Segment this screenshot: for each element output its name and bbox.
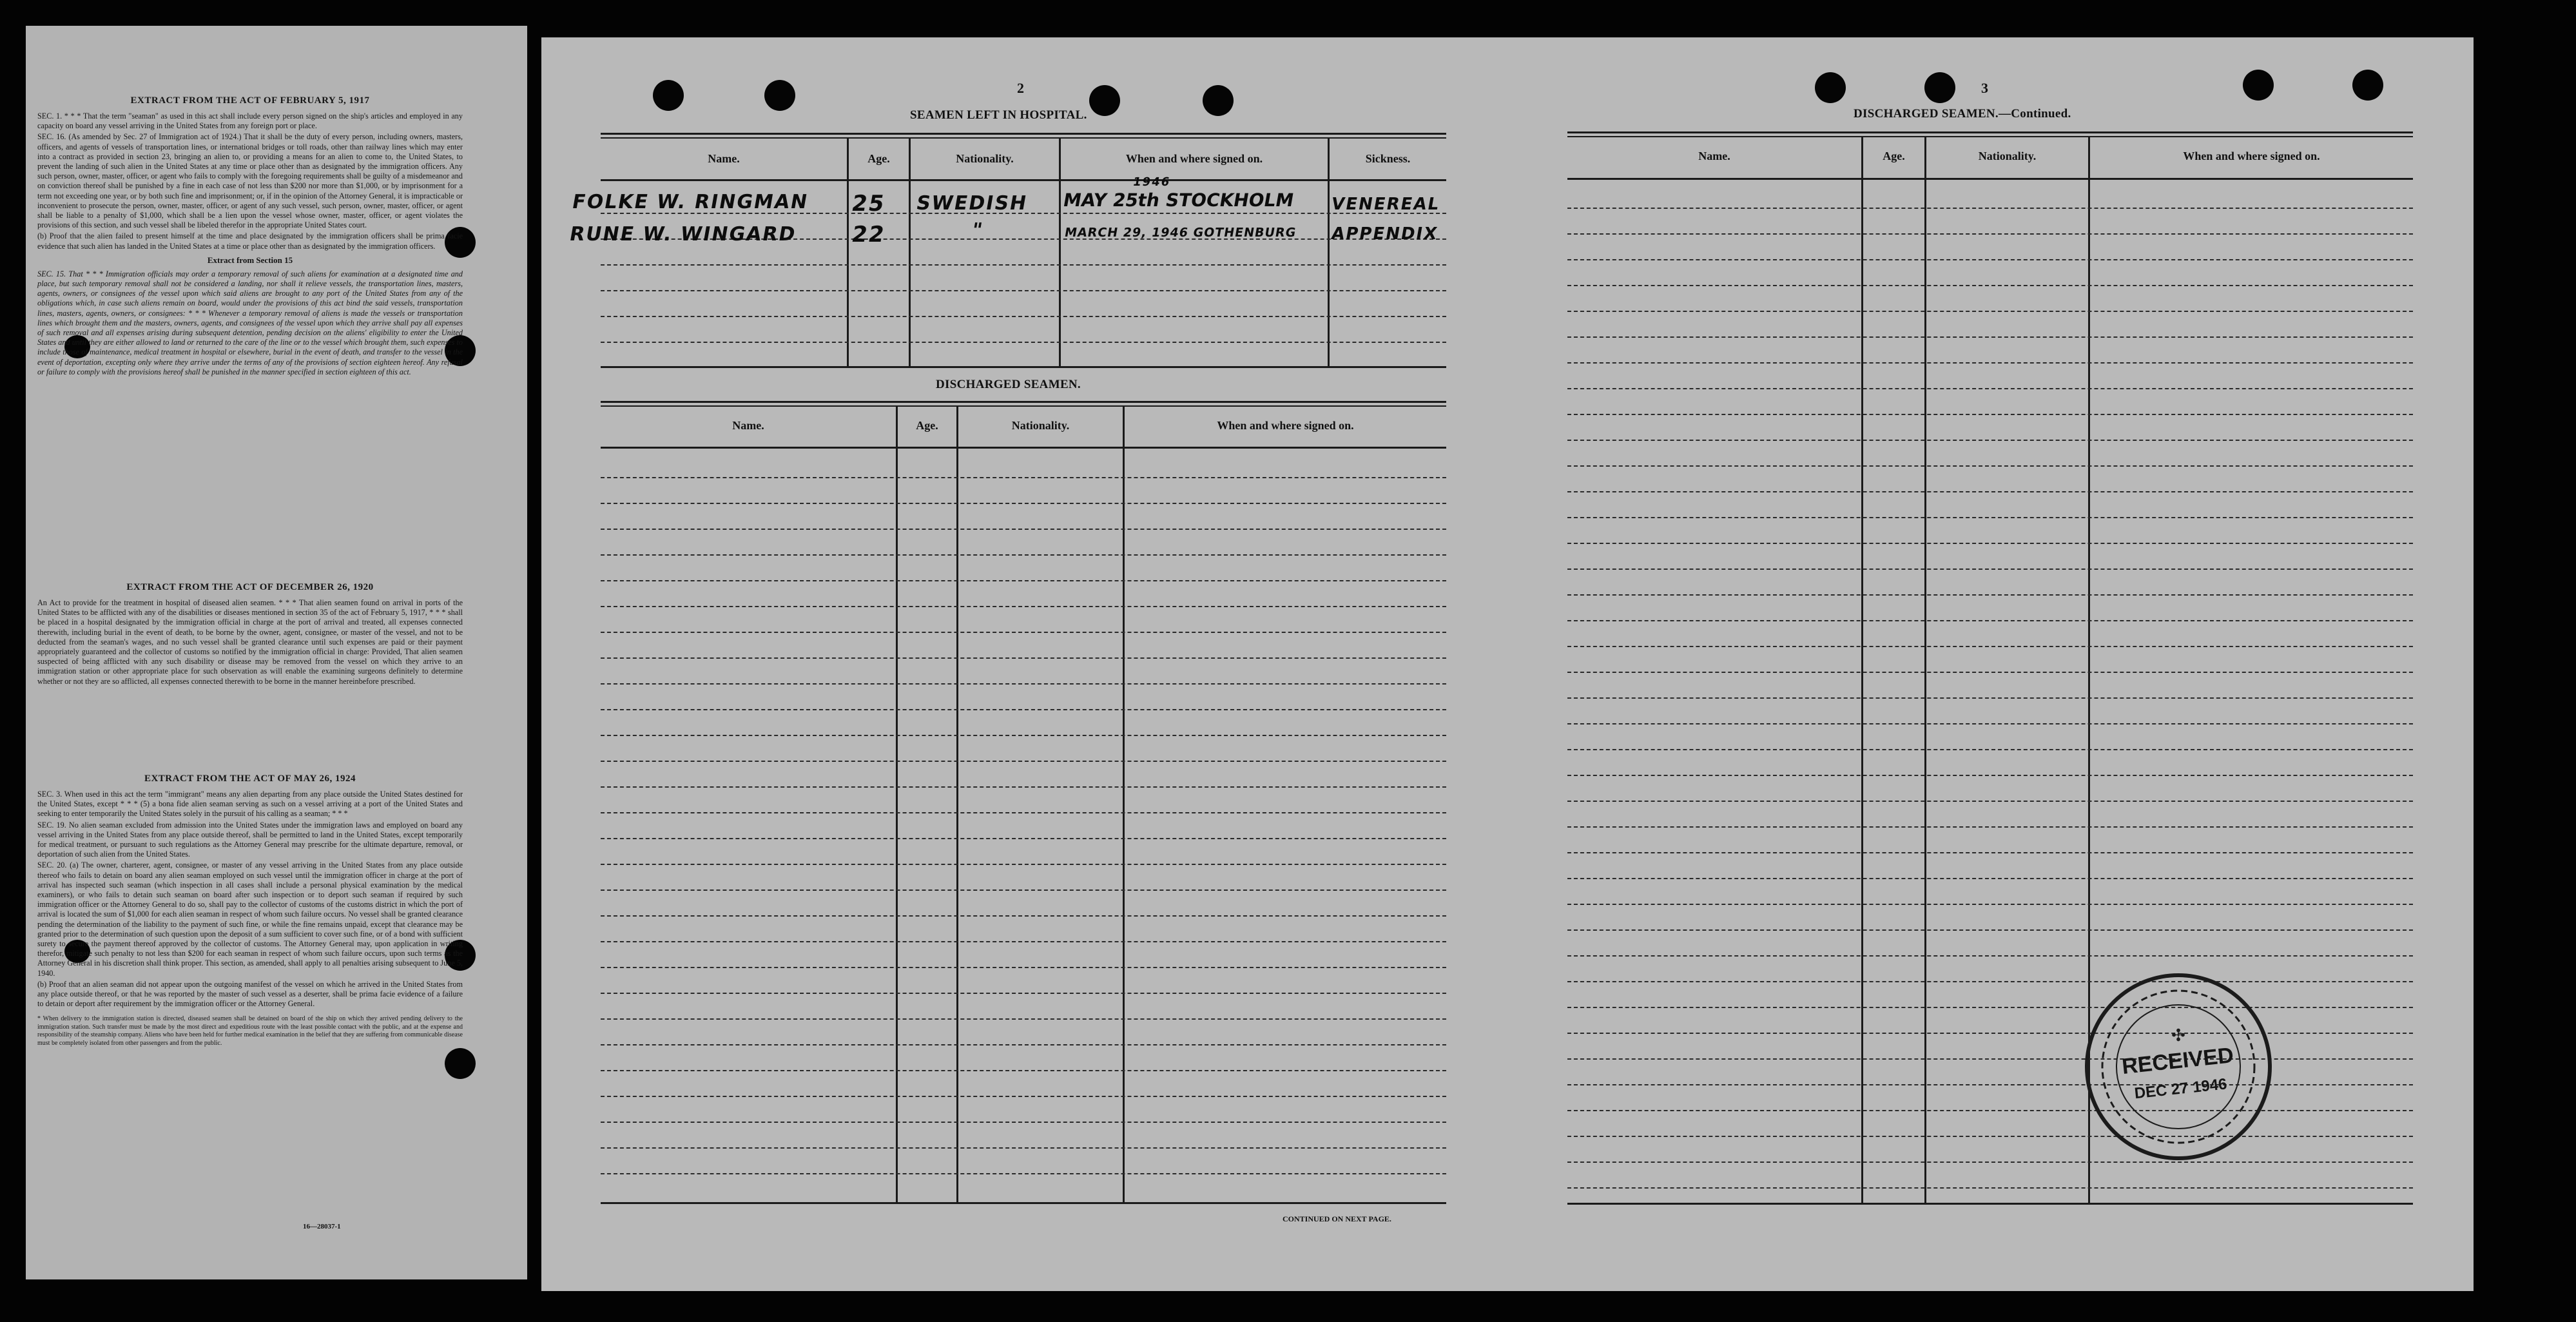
rule xyxy=(601,447,1446,449)
punch-hole xyxy=(1203,85,1234,116)
hospital-row-2-name: RUNE W. WINGARD xyxy=(567,223,799,246)
row-line xyxy=(1567,672,2413,673)
row-line xyxy=(1567,336,2413,338)
sec20b-text: (b) Proof that an alien seaman did not appear upon the outgoing manifest of the vessel on which he arrived in the United States from any place outside thereof, or that he was reported by the master of such vessel as a deserter, shall be prima facie evidence of a failure to detain or deport after requirement by the immigration officer or the Attorney General. xyxy=(37,979,463,1009)
rule xyxy=(601,1202,1446,1204)
disc-col-age: Age. xyxy=(916,419,938,432)
hosp-col-sickness: Sickness. xyxy=(1365,152,1411,165)
row-line xyxy=(601,915,1446,917)
hosp-col-nationality: Nationality. xyxy=(956,152,1014,165)
punch-hole xyxy=(1815,72,1846,103)
page3-title: DISCHARGED SEAMEN.—Continued. xyxy=(1854,107,2071,121)
rule xyxy=(1567,136,2413,137)
row-line xyxy=(1567,543,2413,544)
hosp-col-name: Name. xyxy=(708,152,740,165)
punch-hole xyxy=(445,1048,476,1079)
hospital-row-1-sickness: VENEREAL xyxy=(1330,195,1442,214)
row-line xyxy=(601,632,1446,633)
sec16b-text: (b) Proof that the alien failed to present himself at the time and place designated by the immigration officers shall be prima facie evidence that such alien has landed in the United States at a time or place other than as designated by the immigration officers. xyxy=(37,231,463,251)
row-line xyxy=(1567,697,2413,699)
continued-note: CONTINUED ON NEXT PAGE. xyxy=(1283,1214,1391,1223)
row-line xyxy=(601,864,1446,865)
row-line xyxy=(1567,749,2413,750)
rule xyxy=(1567,1203,2413,1205)
heading-act-1920: EXTRACT FROM THE ACT OF DECEMBER 26, 1920 xyxy=(126,582,374,592)
sec20-text: SEC. 20. (a) The owner, charterer, agent, consignee, or master of any vessel arriving in the United States from any place outside thereof who fails to detain on board any alien seaman employed on such vessel until the immigration officer in charge at the port of arrival has inspected such seaman (which inspection in all cases shall include a personal physical examination by the medical examiners), or who fails to detain such seaman on board after such inspection or to deport such seaman if required by such immigration officer or the Attorney General to do so, shall pay to the collector of customs of the customs district in which the port of arrival is located the sum of $1,000 for each alien seaman in respect of whom such failure occurs. No vessel shall be granted clearance pending the determination of the liability to the payment of such fine, or while the fine remains unpaid, except that clearance may be granted prior to the determination of such question upon the deposit of a sum sufficient to cover such fine, or of a bond with sufficient surety to secure the payment thereof approved by the collector of customs. The Attorney General may, upon application in writing therefor, mitigate such penalty to not less than $200 for each seaman in respect of whom such failure occurs, upon such terms as the Attorney General in his discretion shall think proper. This section, as amended, shall apply to all penalties arising subsequent to June 5, 1940. xyxy=(37,860,463,978)
hosp-col-age: Age. xyxy=(867,152,890,165)
row-line xyxy=(1567,1187,2413,1189)
col-divider xyxy=(956,407,958,1202)
hospital-row-1-name: FOLKE W. RINGMAN xyxy=(570,191,811,213)
rule xyxy=(601,179,1446,181)
punch-hole xyxy=(2352,70,2383,101)
row-line xyxy=(1567,362,2413,364)
row-line xyxy=(601,264,1446,266)
punch-hole xyxy=(2243,70,2274,101)
row-line xyxy=(1567,878,2413,879)
sec19-text: SEC. 19. No alien seaman excluded from admission into the United States under the immigration laws and employed on board any vessel arriving in the United States from any place outside thereof, shall be permitted to land in the United States, except temporarily for medical treatment, or pursuant to such regulations as the Attorney General may prescribe for the ultimate departure, removal, or deportation of such alien from the United States. xyxy=(37,820,463,859)
rule xyxy=(601,137,1446,139)
col-divider xyxy=(1861,137,1863,1203)
row-line xyxy=(601,1147,1446,1149)
row-line xyxy=(1567,594,2413,596)
heading-act-1924: EXTRACT FROM THE ACT OF MAY 26, 1924 xyxy=(144,773,356,784)
row-line xyxy=(601,761,1446,762)
col-divider xyxy=(896,407,898,1202)
disc-col-nationality: Nationality. xyxy=(1011,419,1070,432)
hospital-row-2-sickness: APPENDIX xyxy=(1330,224,1440,244)
row-line xyxy=(601,941,1446,942)
row-line xyxy=(1567,955,2413,957)
row-line xyxy=(601,1173,1446,1174)
row-line xyxy=(601,606,1446,607)
row-line xyxy=(601,1070,1446,1071)
received-stamp xyxy=(2082,970,2275,1163)
footnote: * When delivery to the immigration station is directed, diseased seamen shall be detained on board of the ship on which they arrived pending delivery to the immigration station. Such transfer must be made by the most direct and expeditious route with the least possible contact with the public, and at the expense and responsibility of the steamship company. Aliens who have been held for further medical examination in the belief that they are suffering from communicable disease must be completely isolated from other passengers and from the public. xyxy=(37,1015,463,1047)
rule xyxy=(601,366,1446,368)
rule xyxy=(601,401,1446,403)
row-line xyxy=(1567,491,2413,492)
hospital-row-2-age: 22 xyxy=(849,222,887,248)
row-line xyxy=(601,657,1446,659)
act-1920-text: An Act to provide for the treatment in hospital of diseased alien seamen. * * * That alien seamen found on arrival in ports of the United States to be afflicted with any of the disabilities or diseases mentioned in section 35 of the act of February 5, 1917, * * * shall be placed in a hospital designated by the immigration official in charge at the port of arrival and treated, all expenses connected therewith, including burial in the event of death, to be borne by the owner, agent, consignee, or master of the vessel, and not to be deducted from the seaman's wages, and no such vessel shall be granted clearance until such expenses are paid or their payment appropriately guaranteed and the collector of customs so notified by the immigration official in charge: Provided, That alien seamen suspected of being afflicted with any such disability or disease may be removed from the vessel on which they arrive to an immigration station or other appropriate place for such observation as will enable the examining surgeons definitely to determine whether or not they are so afflicted, all expenses connected therewith to be borne in the manner hereinbefore prescribed. xyxy=(37,598,463,686)
row-line xyxy=(1567,826,2413,828)
row-line xyxy=(601,967,1446,968)
row-line xyxy=(1567,569,2413,570)
hospital-row-2-nationality: " xyxy=(969,219,985,242)
row-line xyxy=(1567,1136,2413,1137)
heading-sec15: Extract from Section 15 xyxy=(207,255,293,265)
row-line xyxy=(1567,620,2413,621)
row-line xyxy=(1567,801,2413,802)
sec16-text: SEC. 16. (As amended by Sec. 27 of Immigration act of 1924.) That it shall be the duty of every person, including owners, masters, officers, and agents of vessels of transportation lines, or international bridges or toll roads, other than railway lines which may enter into a contract as provided in section 23, bringing an alien to, or providing a means for an alien to come to, the United States, to prevent the landing of such alien in the United States at any time or place other than as designated by the immigration officers. Any such person, owner, master, officer, or agent who fails to comply with the foregoing requirements shall be guilty of a misdemeanor and on conviction thereof shall be punished by a fine in each case of not less than $200 nor more than $1,000, or by imprisonment for a term not exceeding one year, or by both such fine and imprisonment; or, if in the opinion of the Attorney General, it is impracticable or inconvenient to prosecute the person, owner, master, officer, or agent of any such vessel, such person, owner, master, officer, or agent shall be liable to a penalty of $1,000, which shall be a lien upon the vessel whose owner, master, officer, or agent violates the provisions of this section, and such vessel shall be libeled therefor in the appropriate United States court. xyxy=(37,132,463,230)
p3-col-age: Age. xyxy=(1883,150,1905,162)
punch-hole xyxy=(764,80,795,111)
stamp-date: DEC 27 1946 xyxy=(2133,1075,2228,1103)
rule xyxy=(601,133,1446,135)
extract-1924 xyxy=(37,773,463,1049)
row-line xyxy=(601,709,1446,710)
p3-col-name: Name. xyxy=(1698,150,1730,162)
rule xyxy=(1567,178,2413,180)
row-line xyxy=(1567,208,2413,209)
p3-col-signed-on: When and where signed on. xyxy=(2183,150,2320,162)
p3-col-nationality: Nationality. xyxy=(1978,150,2037,162)
row-line xyxy=(601,838,1446,839)
row-line xyxy=(601,1044,1446,1045)
row-line xyxy=(1567,311,2413,312)
row-line xyxy=(601,554,1446,556)
row-line xyxy=(601,342,1446,343)
col-divider xyxy=(1059,139,1061,366)
hospital-row-1-year-note: 1946 xyxy=(1132,175,1172,189)
col-divider xyxy=(1924,137,1926,1203)
row-line xyxy=(601,503,1446,504)
punch-hole xyxy=(1924,72,1955,103)
hospital-row-1-nationality: SWEDISH xyxy=(914,192,1030,215)
disc-col-name: Name. xyxy=(732,419,764,432)
stamp-received: RECEIVED xyxy=(2120,1043,2235,1080)
col-divider xyxy=(1328,139,1330,366)
row-line xyxy=(1567,414,2413,415)
rule xyxy=(1567,131,2413,133)
row-line xyxy=(1567,388,2413,389)
row-line xyxy=(601,316,1446,317)
row-line xyxy=(601,735,1446,736)
row-line xyxy=(601,1096,1446,1097)
stamp-star: ✣ xyxy=(2171,1026,2185,1045)
form-number: 16—28037-1 xyxy=(303,1223,341,1230)
disc-col-signed-on: When and where signed on. xyxy=(1217,419,1354,432)
row-line xyxy=(1567,904,2413,905)
hospital-row-2-signed-on: MARCH 29, 1946 GOTHENBURG xyxy=(1063,226,1298,240)
row-line xyxy=(1567,852,2413,853)
row-line xyxy=(601,812,1446,813)
row-line xyxy=(601,580,1446,581)
row-line xyxy=(1567,233,2413,235)
row-line xyxy=(1567,723,2413,724)
row-line xyxy=(1567,465,2413,467)
row-line xyxy=(1567,517,2413,518)
row-line xyxy=(1567,929,2413,931)
heading-act-1917: EXTRACT FROM THE ACT OF FEBRUARY 5, 1917 xyxy=(130,95,370,106)
hospital-row-1-age: 25 xyxy=(849,191,887,217)
row-line xyxy=(1567,775,2413,776)
row-line xyxy=(1567,1033,2413,1034)
discharged-title: DISCHARGED SEAMEN. xyxy=(936,378,1081,391)
row-line xyxy=(1567,259,2413,260)
row-line xyxy=(601,993,1446,994)
col-divider xyxy=(847,139,849,366)
row-line xyxy=(1567,1007,2413,1008)
hospital-row-1-signed-on: MAY 25th STOCKHOLM xyxy=(1061,190,1296,211)
row-line xyxy=(601,290,1446,291)
row-line xyxy=(601,889,1446,891)
row-line xyxy=(1567,1084,2413,1085)
row-line xyxy=(601,1018,1446,1020)
punch-hole xyxy=(653,80,684,111)
sec3-text: SEC. 3. When used in this act the term "immigrant" means any alien departing from any place outside the United States destined for the United States, except * * * (5) a bona fide alien seaman serving as such on a vessel arriving at a port of the United States and seeking to enter temporarily the United States solely in the pursuit of his calling as a seaman; * * * xyxy=(37,790,463,819)
row-line xyxy=(1567,646,2413,647)
extract-1920 xyxy=(37,582,463,688)
hospital-title: SEAMEN LEFT IN HOSPITAL. xyxy=(910,108,1087,122)
row-line xyxy=(601,477,1446,478)
col-divider xyxy=(1123,407,1125,1202)
row-line xyxy=(1567,1058,2413,1060)
sec1-text: SEC. 1. * * * That the term "seaman" as used in this act shall include every person signed on the ship's articles and employed in any capacity on board any vessel arriving in the United States from any foreign port or place. xyxy=(37,112,463,131)
page-number-2: 2 xyxy=(1017,80,1024,96)
row-line xyxy=(1567,981,2413,982)
row-line xyxy=(1567,285,2413,286)
punch-hole xyxy=(1089,85,1120,116)
row-line xyxy=(1567,440,2413,441)
hosp-col-signed-on: When and where signed on. xyxy=(1125,152,1263,165)
col-divider xyxy=(909,139,911,366)
sec15-text: SEC. 15. That * * * Immigration officials may order a temporary removal of such aliens for examination at a designated time and place, but such temporary removal shall not be considered a landing, nor shall it relieve vessels, the transportation lines, masters, agents, owners, or consignees of the vessel upon which said aliens are brought to any port of the United States from any of the obligations which, in case such aliens remain on board, would under the provisions of this act bind the said vessels, transportation lines, masters, agents, owners, or consignees: * * * Whenever a temporary removal of aliens is made the vessels or transportation lines which brought them and the masters, owners, agents, and consignees of the vessel upon which they arrive shall pay all expenses of such removal and all expenses arising during subsequent detention, pending decision on the aliens' eligibility to enter the United States and until they are either allowed to land or returned to the care of the line or to the vessel which brought them, such expenses to include those of maintenance, medical treatment in hospital or elsewhere, burial in the event of death, and transfer to the vessel in the event of deportation, excepting only where they arrive under the terms of any of the provisions of section eighteen hereof. Any refusal or failure to comply with the provisions hereof shall be punished in the manner specified in section eighteen of this act. xyxy=(37,269,463,376)
row-line xyxy=(601,1122,1446,1123)
row-line xyxy=(601,786,1446,788)
extract-1917 xyxy=(37,95,463,378)
rule xyxy=(601,405,1446,407)
row-line xyxy=(601,683,1446,685)
row-line xyxy=(1567,1110,2413,1111)
row-line xyxy=(601,529,1446,530)
row-line xyxy=(1567,1162,2413,1163)
page-number-3: 3 xyxy=(1981,80,1988,96)
